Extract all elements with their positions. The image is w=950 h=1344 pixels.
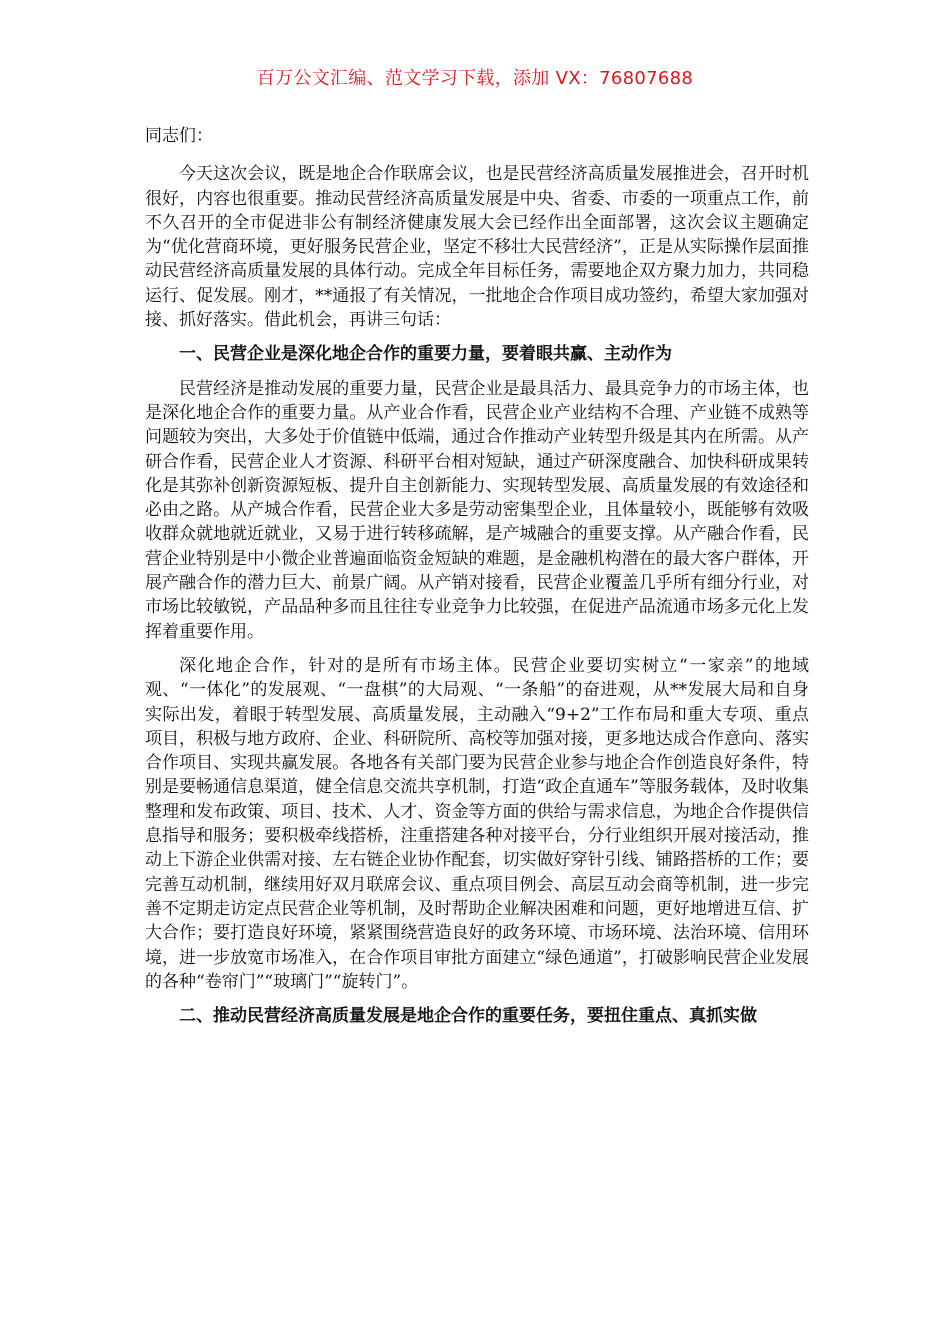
- salutation: 同志们：: [145, 126, 213, 146]
- section-heading-1: 一、民营企业是深化地企合作的重要力量，要着眼共赢、主动作为: [179, 344, 672, 365]
- page-header-banner: 百万公文汇编、范文学习下载，添加 VX：76807688: [256, 68, 694, 89]
- intro-paragraph: 今天这次会议，既是地企合作联席会议，也是民营经济高质量发展推进会，召开时机很好，内容也很重要。推动民营经济高质量发展是中央、省委、市委的一项重点工作，前不久召开的全市促进非公有制经济健康发展大会已经作出全面部署，这次会议主题确定为“优化营商环境，更好服务民营企业，坚定不移壮大民营经济”，正是从实际操作层面推动民营经济高质量发展的具体行动。完成全年目标任务，需要地企双方聚力加力，共同稳运行、促发展。刚才，**通报了有关情况，一批地企合作项目成功签约，希望大家加强对接、抓好落实。借此机会，再讲三句话：: [145, 164, 809, 331]
- section-1-paragraph-2: 深化地企合作，针对的是所有市场主体。民营企业要切实树立“一家亲”的地域观、“一体化”的发展观、“一盘棋”的大局观、“一条船”的奋进观，从**发展大局和自身实际出发，着眼于转型发展、高质量发展，主动融入“9+2”工作布局和重大专项、重点项目，积极与地方政府、企业、科研院所、高校等加强对接，更多地达成合作意向、落实合作项目、实现共赢发展。各地各有关部门要为民营企业参与地企合作创造良好条件，特别是要畅通信息渠道，健全信息交流共享机制，打造“政企直通车”等服务载体，及时收集整理和发布政策、项目、技术、人才、资金等方面的供给与需求信息，为地企合作提供信息指导和服务；要积极牵线搭桥，注重搭建各种对接平台，分行业组织开展对接活动，推动上下游企业供需对接、左右链企业协作配套，切实做好穿针引线、铺路搭桥的工作；要完善互动机制，继续用好双月联席会议、重点项目例会、高层互动会商等机制，进一步完善不定期走访定点民营企业等机制，及时帮助企业解决困难和问题，更好地增进互信、扩大合作；要打造良好环境，紧紧围绕营造良好的政务环境、市场环境、法治环境、信用环境，进一步放宽市场准入，在合作项目审批方面建立“绿色通道”，打破影响民营企业发展的各种“卷帘门”“玻璃门”“旋转门”。: [145, 655, 809, 992]
- section-1-paragraph-1: 民营经济是推动发展的重要力量，民营企业是最具活力、最具竞争力的市场主体，也是深化地企合作的重要力量。从产业合作看，民营企业产业结构不合理、产业链不成熟等问题较为突出，大多处于价值链中低端，通过合作推动产业转型升级是其内在所需。从产研合作看，民营企业人才资源、科研平台相对短缺，通过产研深度融合、加快科研成果转化是其弥补创新资源短板、提升自主创新能力、实现转型发展、高质量发展的有效途径和必由之路。从产城合作看，民营企业大多是劳动密集型企业，且体量较小，既能够有效吸收群众就地就近就业，又易于进行转移疏解，是产城融合的重要支撑。从产融合作看，民营企业特别是中小微企业普遍面临资金短缺的难题，是金融机构潜在的最大客户群体，开展产融合作的潜力巨大、前景广阔。从产销对接看，民营企业覆盖几乎所有细分行业，对市场比较敏锐，产品品种多而且往往专业竞争力比较强，在促进产品流通市场多元化上发挥着重要作用。: [145, 378, 809, 642]
- section-heading-2: 二、推动民营经济高质量发展是地企合作的重要任务，要扭住重点、真抓实做: [179, 1006, 757, 1027]
- document-body: [145, 124, 809, 1038]
